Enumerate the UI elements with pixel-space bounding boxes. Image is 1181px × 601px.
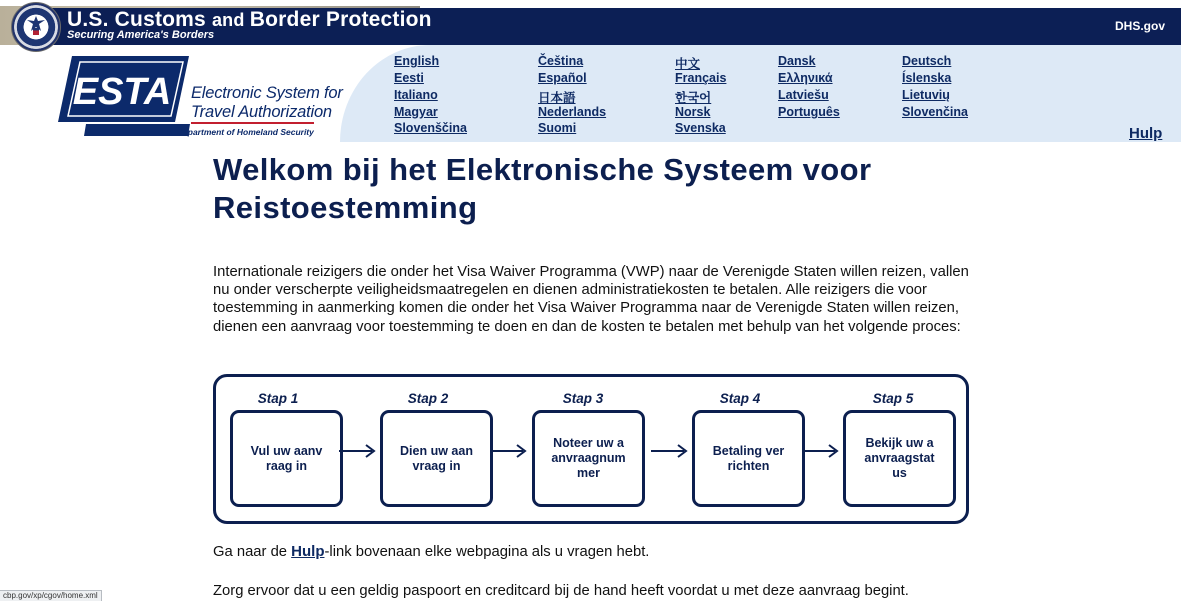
step-text: Vul uw aanvraag in	[250, 443, 323, 473]
esta-name-line1: Electronic System for	[191, 84, 343, 102]
lang-link[interactable]: Ελληνικά	[778, 71, 833, 85]
step-text: Dien uw aanvraag in	[400, 443, 473, 473]
step-label: Stap 1	[257, 391, 299, 406]
lang-link[interactable]: Lietuvių	[902, 88, 950, 102]
lang-link[interactable]: 日本語	[538, 91, 576, 105]
page-title: Welkom bij het Elektronische Systeem voor Reistoestemming	[213, 152, 872, 225]
cbp-title-part1: U.S. Customs	[67, 8, 212, 31]
lang-link[interactable]: 中文	[675, 57, 701, 71]
cbp-title-part3: Border Protection	[249, 8, 432, 31]
step-text: Bekijk uw aanvraagstatus	[864, 436, 935, 480]
step-label: Stap 2	[407, 391, 449, 406]
esta-divider	[191, 122, 314, 124]
help-link-top[interactable]: Hulp	[1129, 125, 1163, 142]
help-prefix: Ga naar de	[213, 544, 292, 560]
cbp-title-part2: and	[211, 10, 250, 30]
lang-link[interactable]: Português	[778, 105, 840, 119]
step-label: Stap 5	[872, 391, 914, 406]
lang-link[interactable]: Deutsch	[902, 54, 952, 68]
cbp-subtitle: Securing America's Borders	[67, 29, 215, 41]
lang-link[interactable]: Español	[538, 71, 587, 85]
step-label: Stap 3	[562, 391, 604, 406]
arrow-right-icon	[489, 444, 527, 458]
step-label: Stap 4	[719, 391, 761, 406]
passport-note: Zorg ervoor dat u een geldig paspoort en creditcard bij de hand heeft voordat u met deze aanvraag begint.	[213, 583, 909, 599]
eagle-icon	[26, 15, 46, 37]
step-box	[230, 410, 343, 507]
help-link-inline[interactable]: Hulp	[291, 543, 325, 560]
lang-link[interactable]: Suomi	[538, 121, 577, 135]
step-box	[843, 410, 956, 507]
help-instruction	[213, 543, 649, 560]
step-text: Noteer uw aanvraagnummer	[551, 436, 626, 480]
arrow-right-icon	[338, 444, 376, 458]
step-box	[380, 410, 493, 507]
cbp-title[interactable]	[67, 9, 432, 31]
lang-link[interactable]: Íslenska	[902, 71, 952, 85]
esta-logo-text: ESTA	[72, 71, 172, 113]
step-box	[692, 410, 805, 507]
lang-link[interactable]: Svenska	[675, 121, 726, 135]
arrow-right-icon	[801, 444, 839, 458]
lang-link[interactable]: Norsk	[675, 105, 711, 119]
esta-department: U.S. Department of Homeland Security	[158, 127, 314, 137]
lang-link[interactable]: Slovenščina	[394, 121, 467, 135]
lang-link[interactable]: Italiano	[394, 88, 438, 102]
intro-paragraph: Internationale reizigers die onder het Visa Waiver Programma (VWP) naar de Verenigde Staten willen reizen, vallen nu onder verscherpte veiligheidsmaatregelen en dienen administratiekosten te betalen. Alle reizigers die voor toestemming in aanmerking komen die onder het Visa Waiver Programma naar de Verenigde Staten willen reizen, dienen een aanvraag voor toestemming te doen en dan de kosten te betalen met behulp van het volgende proces:	[213, 264, 969, 335]
esta-name-line2: Travel Authorization	[191, 103, 332, 121]
lang-link[interactable]: Magyar	[394, 105, 438, 119]
lang-link[interactable]: Eesti	[394, 71, 424, 85]
step-box	[532, 410, 645, 507]
lang-link[interactable]: English	[394, 54, 440, 68]
arrow-right-icon	[650, 444, 688, 458]
step-text: Betaling verrichten	[712, 443, 785, 473]
dhs-gov-link[interactable]: DHS.gov	[1114, 19, 1165, 33]
lang-link[interactable]: Latviešu	[778, 88, 829, 102]
lang-link[interactable]: Français	[675, 71, 727, 85]
lang-link[interactable]: Dansk	[778, 54, 816, 68]
status-bar-url: cbp.gov/xp/cgov/home.xml	[0, 590, 102, 601]
help-suffix: -link bovenaan elke webpagina als u vragen hebt.	[324, 544, 650, 560]
lang-link[interactable]: Nederlands	[538, 105, 607, 119]
lang-link[interactable]: Slovenčina	[902, 105, 968, 119]
esta-full-name	[191, 84, 343, 122]
dhs-seal-icon[interactable]	[11, 2, 61, 52]
lang-link[interactable]: 한국어	[675, 91, 712, 105]
cbp-banner	[0, 0, 1181, 45]
lang-link[interactable]: Čeština	[538, 54, 584, 68]
